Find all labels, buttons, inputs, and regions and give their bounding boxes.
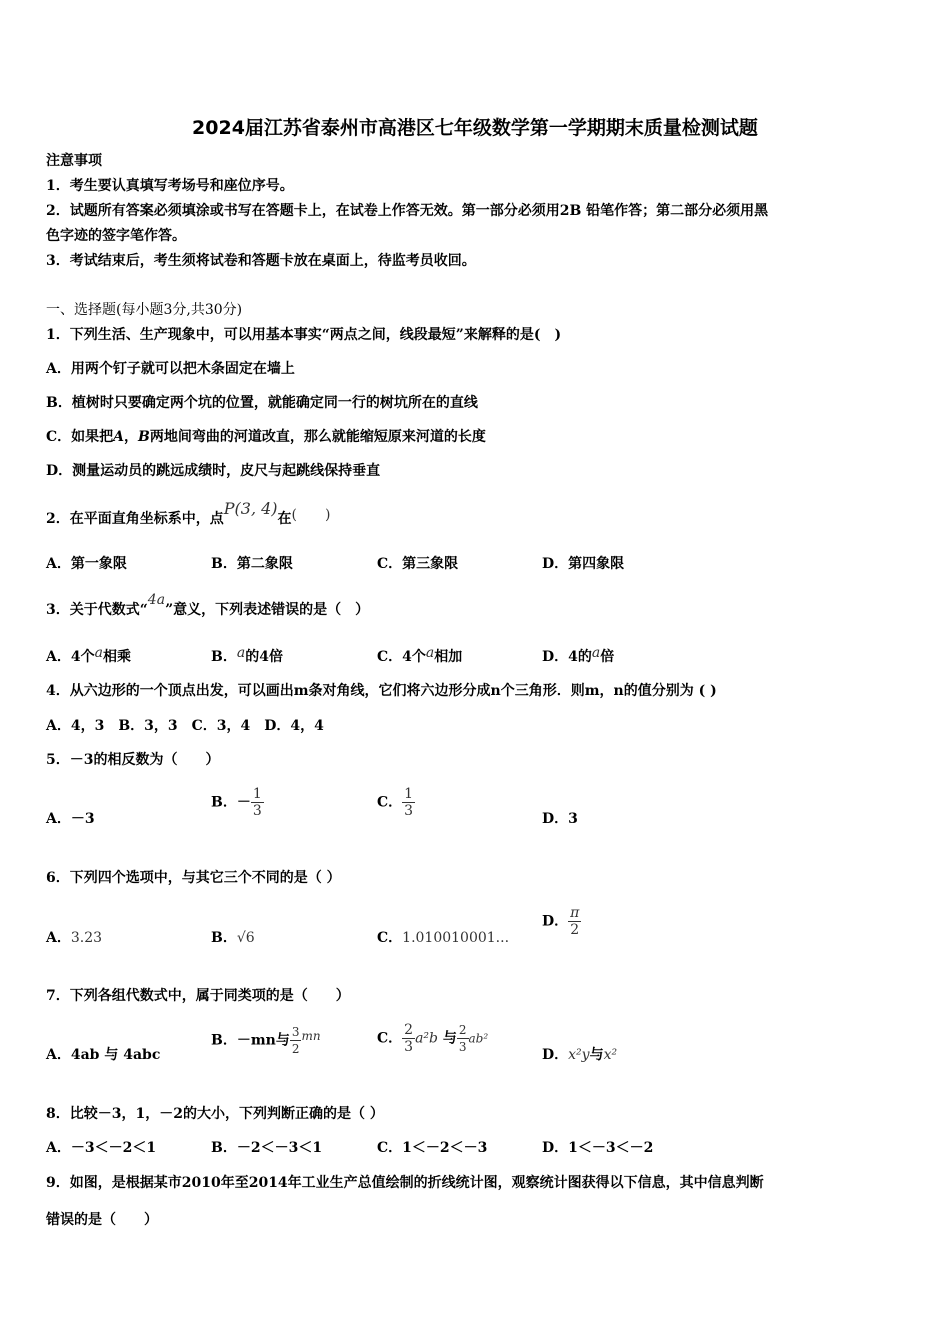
q7-option-d-conj: 与 (589, 1047, 604, 1063)
q6-option-c-value: 1.010010001... (402, 930, 510, 946)
notice-heading: 注意事项 (46, 153, 102, 169)
q8-option-c: C．1＜－2＜－3 (377, 1140, 488, 1156)
q6-option-a-value: 3.23 (70, 930, 103, 946)
q3-option-a (46, 647, 131, 667)
q7-option-d-var-2: x² (603, 1047, 618, 1063)
q8-stem: 8．比较－3，1，－2的大小，下列判断正确的是（ ） (46, 1106, 384, 1122)
q5-option-c-pre: C． (377, 794, 403, 811)
fraction-denominator: 3 (252, 803, 262, 819)
q6-option-d-fraction (568, 905, 581, 938)
q2-option-c: C．第三象限 (377, 556, 459, 572)
q7-option-d-var-1: x²y (568, 1047, 590, 1063)
q6-option-b (211, 928, 255, 948)
q5-option-d: D．3 (542, 811, 578, 827)
q1-option-b: B．植树时只要确定两个坑的位置，就能确定同一行的树坑所在的直线 (46, 395, 478, 411)
q7-option-c-var-1: a²b (415, 1030, 438, 1047)
q3-stem-pre: 3．关于代数式“ (46, 602, 148, 618)
q7-option-c-fraction-1 (402, 1022, 415, 1055)
q2-stem-pre: 2．在平面直角坐标系中，点 (46, 511, 224, 527)
q3-option-a-post: 相乘 (102, 649, 131, 665)
q6-stem: 6．下列四个选项中，与其它三个不同的是（ ） (46, 870, 341, 886)
q3-option-d (542, 647, 614, 667)
fraction-numerator: π (570, 905, 580, 921)
q2-option-b: B．第二象限 (211, 556, 293, 572)
q1-stem: 1．下列生活、生产现象中，可以用基本事实“两点之间，线段最短”来解释的是( ) (46, 327, 562, 343)
q1-option-d: D．测量运动员的跳远成绩时，皮尺与起跳线保持垂直 (46, 463, 381, 479)
q3-option-d-pre: D．4的 (542, 649, 592, 665)
q1-point-b: B (138, 429, 150, 445)
q4-stem: 4．从六边形的一个顶点出发，可以画出m条对角线，它们将六边形分成n个三角形．则m，n的值分别为 ( ) (46, 683, 717, 699)
q3-option-b-post: 的4倍 (245, 649, 283, 665)
q3-option-d-var: a (591, 645, 601, 661)
fraction-numerator: 1 (404, 786, 414, 802)
q6-option-d (542, 905, 581, 938)
q3-option-c (377, 647, 462, 667)
q3-option-c-pre: C．4个 (377, 649, 426, 665)
q3-option-b-pre: B． (211, 649, 237, 665)
q3-option-c-post: 相加 (434, 649, 463, 665)
q6-option-b-value: √6 (236, 930, 255, 946)
fraction-numerator: 3 (291, 1025, 300, 1039)
q3-option-a-pre: A．4个 (46, 649, 95, 665)
fraction-denominator: 2 (570, 922, 580, 938)
q7-stem: 7．下列各组代数式中，属于同类项的是（ ） (46, 988, 350, 1004)
q3-option-c-var: a (425, 645, 435, 661)
notice-item: 2．试题所有答案必须填涂或书写在答题卡上，在试卷上作答无效。第一部分必须用2B 铅笔作答；第二部分必须用黑 (46, 203, 769, 219)
q3-option-b-var: a (236, 645, 246, 661)
q3-stem-post: ”意义，下列表述错误的是（ ） (165, 602, 370, 618)
q2-answer-paren: ( ) (291, 507, 331, 523)
q8-option-b: B．－2＜－3＜1 (211, 1140, 323, 1156)
q6-option-a-pre: A． (46, 930, 71, 946)
notice-item: 色字迹的签字笔作答。 (46, 228, 186, 244)
fraction-denominator: 3 (404, 803, 414, 819)
page-title: 2024届江苏省泰州市高港区七年级数学第一学期期末质量检测试题 (192, 117, 758, 139)
q8-option-d: D．1＜－3＜－2 (542, 1140, 654, 1156)
q6-option-b-pre: B． (211, 930, 237, 946)
fraction-numerator: 2 (404, 1022, 414, 1038)
q7-option-d (542, 1045, 617, 1065)
q3-expression: 4a (147, 592, 166, 608)
q7-option-c-fraction-2 (457, 1022, 469, 1055)
q9-stem-line-1: 9．如图，是根据某市2010年至2014年工业生产总值绘制的折线统计图，观察统计图获得以下信息，其中信息判断 (46, 1175, 764, 1191)
q9-stem-line-2: 错误的是（ ） (46, 1212, 158, 1228)
fraction-denominator: 3 (458, 1040, 467, 1054)
q8-option-a: A．－3＜－2＜1 (46, 1140, 157, 1156)
notice-item: 1．考生要认真填写考场号和座位序号。 (46, 178, 294, 194)
q6-option-a (46, 928, 102, 948)
q5-stem: 5．－3的相反数为（ ） (46, 752, 220, 768)
q7-option-b (211, 1024, 321, 1057)
q7-option-c-conj: 与 (442, 1030, 457, 1047)
q2-option-d: D．第四象限 (542, 556, 625, 572)
q5-option-b-fraction (251, 786, 264, 819)
q1-option-c-post: 两地间弯曲的河道改直，那么就能缩短原来河道的长度 (149, 429, 486, 445)
fraction-denominator: 3 (404, 1039, 414, 1055)
q7-option-a: A．4ab 与 4abc (46, 1047, 161, 1063)
fraction-numerator: 2 (458, 1023, 467, 1037)
q7-option-d-pre: D． (542, 1047, 569, 1063)
q2-stem (46, 499, 331, 529)
q5-option-b-pre: B．－ (211, 794, 251, 811)
q7-option-c-var-2: ab² (468, 1031, 489, 1046)
q6-option-d-pre: D． (542, 913, 569, 930)
fraction-numerator: 1 (252, 786, 262, 802)
q7-option-c-pre: C． (377, 1030, 403, 1047)
q5-option-c-fraction (402, 786, 415, 819)
notice-item: 3．考试结束后，考生须将试卷和答题卡放在桌面上，待监考员收回。 (46, 253, 476, 269)
q2-option-a: A．第一象限 (46, 556, 127, 572)
fraction-denominator: 2 (291, 1042, 300, 1056)
q5-option-c (377, 786, 415, 819)
q2-stem-post: 在 (277, 511, 292, 527)
q1-point-a: A (113, 429, 125, 445)
q6-option-c (377, 928, 509, 948)
q7-option-b-fraction (290, 1024, 302, 1057)
q1-option-c-pre: C．如果把 (46, 429, 114, 445)
q3-stem (46, 592, 370, 620)
q1-option-c (46, 427, 486, 447)
q7-option-b-var: mn (301, 1028, 321, 1043)
q6-option-c-pre: C． (377, 930, 403, 946)
q4-options: A．4，3 B．3，3 C．3，4 D．4，4 (46, 718, 324, 734)
q5-option-a: A．－3 (46, 811, 95, 827)
q3-option-a-var: a (94, 645, 103, 661)
q3-option-d-post: 倍 (600, 649, 615, 665)
q7-option-c (377, 1022, 488, 1055)
q5-option-b (211, 786, 264, 819)
q7-option-b-pre: B．－mn与 (211, 1032, 290, 1049)
q2-point: P(3, 4) (223, 499, 278, 518)
q1-option-c-sep: ， (124, 429, 139, 445)
q3-option-b (211, 647, 283, 667)
q1-option-a: A．用两个钉子就可以把木条固定在墙上 (46, 361, 295, 377)
section-heading: 一、选择题(每小题3分,共30分) (46, 302, 243, 318)
